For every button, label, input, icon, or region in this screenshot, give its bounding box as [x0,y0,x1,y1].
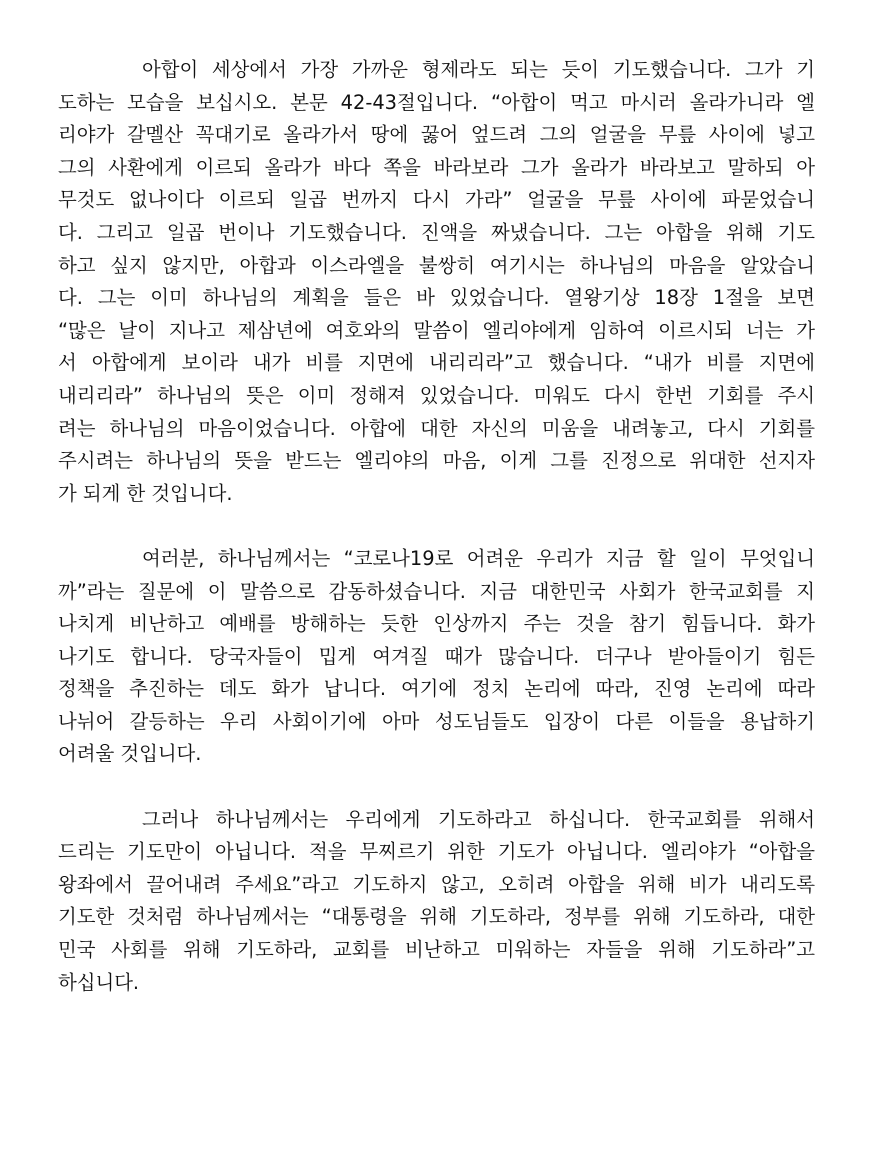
text-line: 리야가 갈멜산 꼭대기로 올라가서 땅에 꿇어 엎드려 그의 얼굴을 무릎 사이에 넣고 [58,123,815,147]
text-line: 무것도 없나이다 이르되 일곱 번까지 다시 가라” 얼굴을 무릎 사이에 파묻었습니 [58,188,815,212]
text-line: 나기도 합니다. 당국자들이 밉게 여겨질 때가 많습니다. 더구나 받아들이기 힘든 [58,644,815,668]
paragraph-gap [58,771,815,804]
paragraph-3 [58,804,815,1000]
text-line: 나뉘어 갈등하는 우리 사회이기에 아마 성도님들도 입장이 다른 이들을 용납하기 [58,709,815,733]
text-line: 다. 그리고 일곱 번이나 기도했습니다. 진액을 짜냈습니다. 그는 아합을 위해 기도 [58,220,815,244]
paragraph-2 [58,543,815,771]
text-line: 여러분, 하나님께서는 “코로나19로 어려운 우리가 지금 할 일이 무엇입니 [142,546,815,570]
text-line: 가 되게 한 것입니다. [58,481,233,505]
text-line: 내리리라” 하나님의 뜻은 이미 정해져 있었습니다. 미워도 다시 한번 기회를 주시 [58,383,815,407]
text-line: 드리는 기도만이 아닙니다. 적을 무찌르기 위한 기도가 아닙니다. 엘리야가 “아합을 [58,840,815,864]
text-line: 아합이 세상에서 가장 가까운 형제라도 되는 듯이 기도했습니다. 그가 기 [142,58,815,81]
text-line: 려는 하나님의 마음이었습니다. 아합에 대한 자신의 미움을 내려놓고, 다시 기회를 [58,416,815,440]
text-line: 다. 그는 이미 하나님의 계획을 들은 바 있었습니다. 열왕기상 18장 1절을 보면 [58,286,815,310]
text-line: 그러나 하나님께서는 우리에게 기도하라고 하십니다. 한국교회를 위해서 [142,807,815,831]
text-line: 그의 사환에게 이르되 올라가 바다 쪽을 바라보라 그가 올라가 바라보고 말하되 아 [58,155,815,179]
text-line: 기도한 것처럼 하나님께서는 “대통령을 위해 기도하라, 정부를 위해 기도하라, 대한 [58,905,815,929]
text-line: 주시려는 하나님의 뜻을 받드는 엘리야의 마음, 이게 그를 진정으로 위대한 선지자 [58,449,815,473]
text-line: 정책을 추진하는 데도 화가 납니다. 여기에 정치 논리에 따라, 진영 논리에 따라 [58,677,815,701]
text-line: 나치게 비난하고 예배를 방해하는 듯한 인상까지 주는 것을 참기 힘듭니다. 화가 [58,612,815,636]
text-line: 서 아합에게 보이라 내가 비를 지면에 내리리라”고 했습니다. “내가 비를 지면에 [58,351,815,375]
text-line: 민국 사회를 위해 기도하라, 교회를 비난하고 미워하는 자들을 위해 기도하라”고 [58,938,815,962]
text-line: 까”라는 질문에 이 말씀으로 감동하셨습니다. 지금 대한민국 사회가 한국교회를 지 [58,579,815,603]
text-line: 하십니다. [58,970,140,994]
paragraph-1 [58,54,815,510]
paragraph-gap [58,510,815,543]
text-line: 왕좌에서 끌어내려 주세요”라고 기도하지 않고, 오히려 아합을 위해 비가 내리도록 [58,872,815,896]
text-line: 어려울 것입니다. [58,742,202,766]
text-line: 도하는 모습을 보십시오. 본문 42-43절입니다. “아합이 먹고 마시러 올라가니라 엘 [58,90,815,114]
text-line: “많은 날이 지나고 제삼년에 여호와의 말씀이 엘리야에게 임하여 이르시되 너는 가 [58,318,815,342]
text-line: 하고 싶지 않지만, 아합과 이스라엘을 불쌍히 여기시는 하나님의 마음을 알았습니 [58,253,815,277]
